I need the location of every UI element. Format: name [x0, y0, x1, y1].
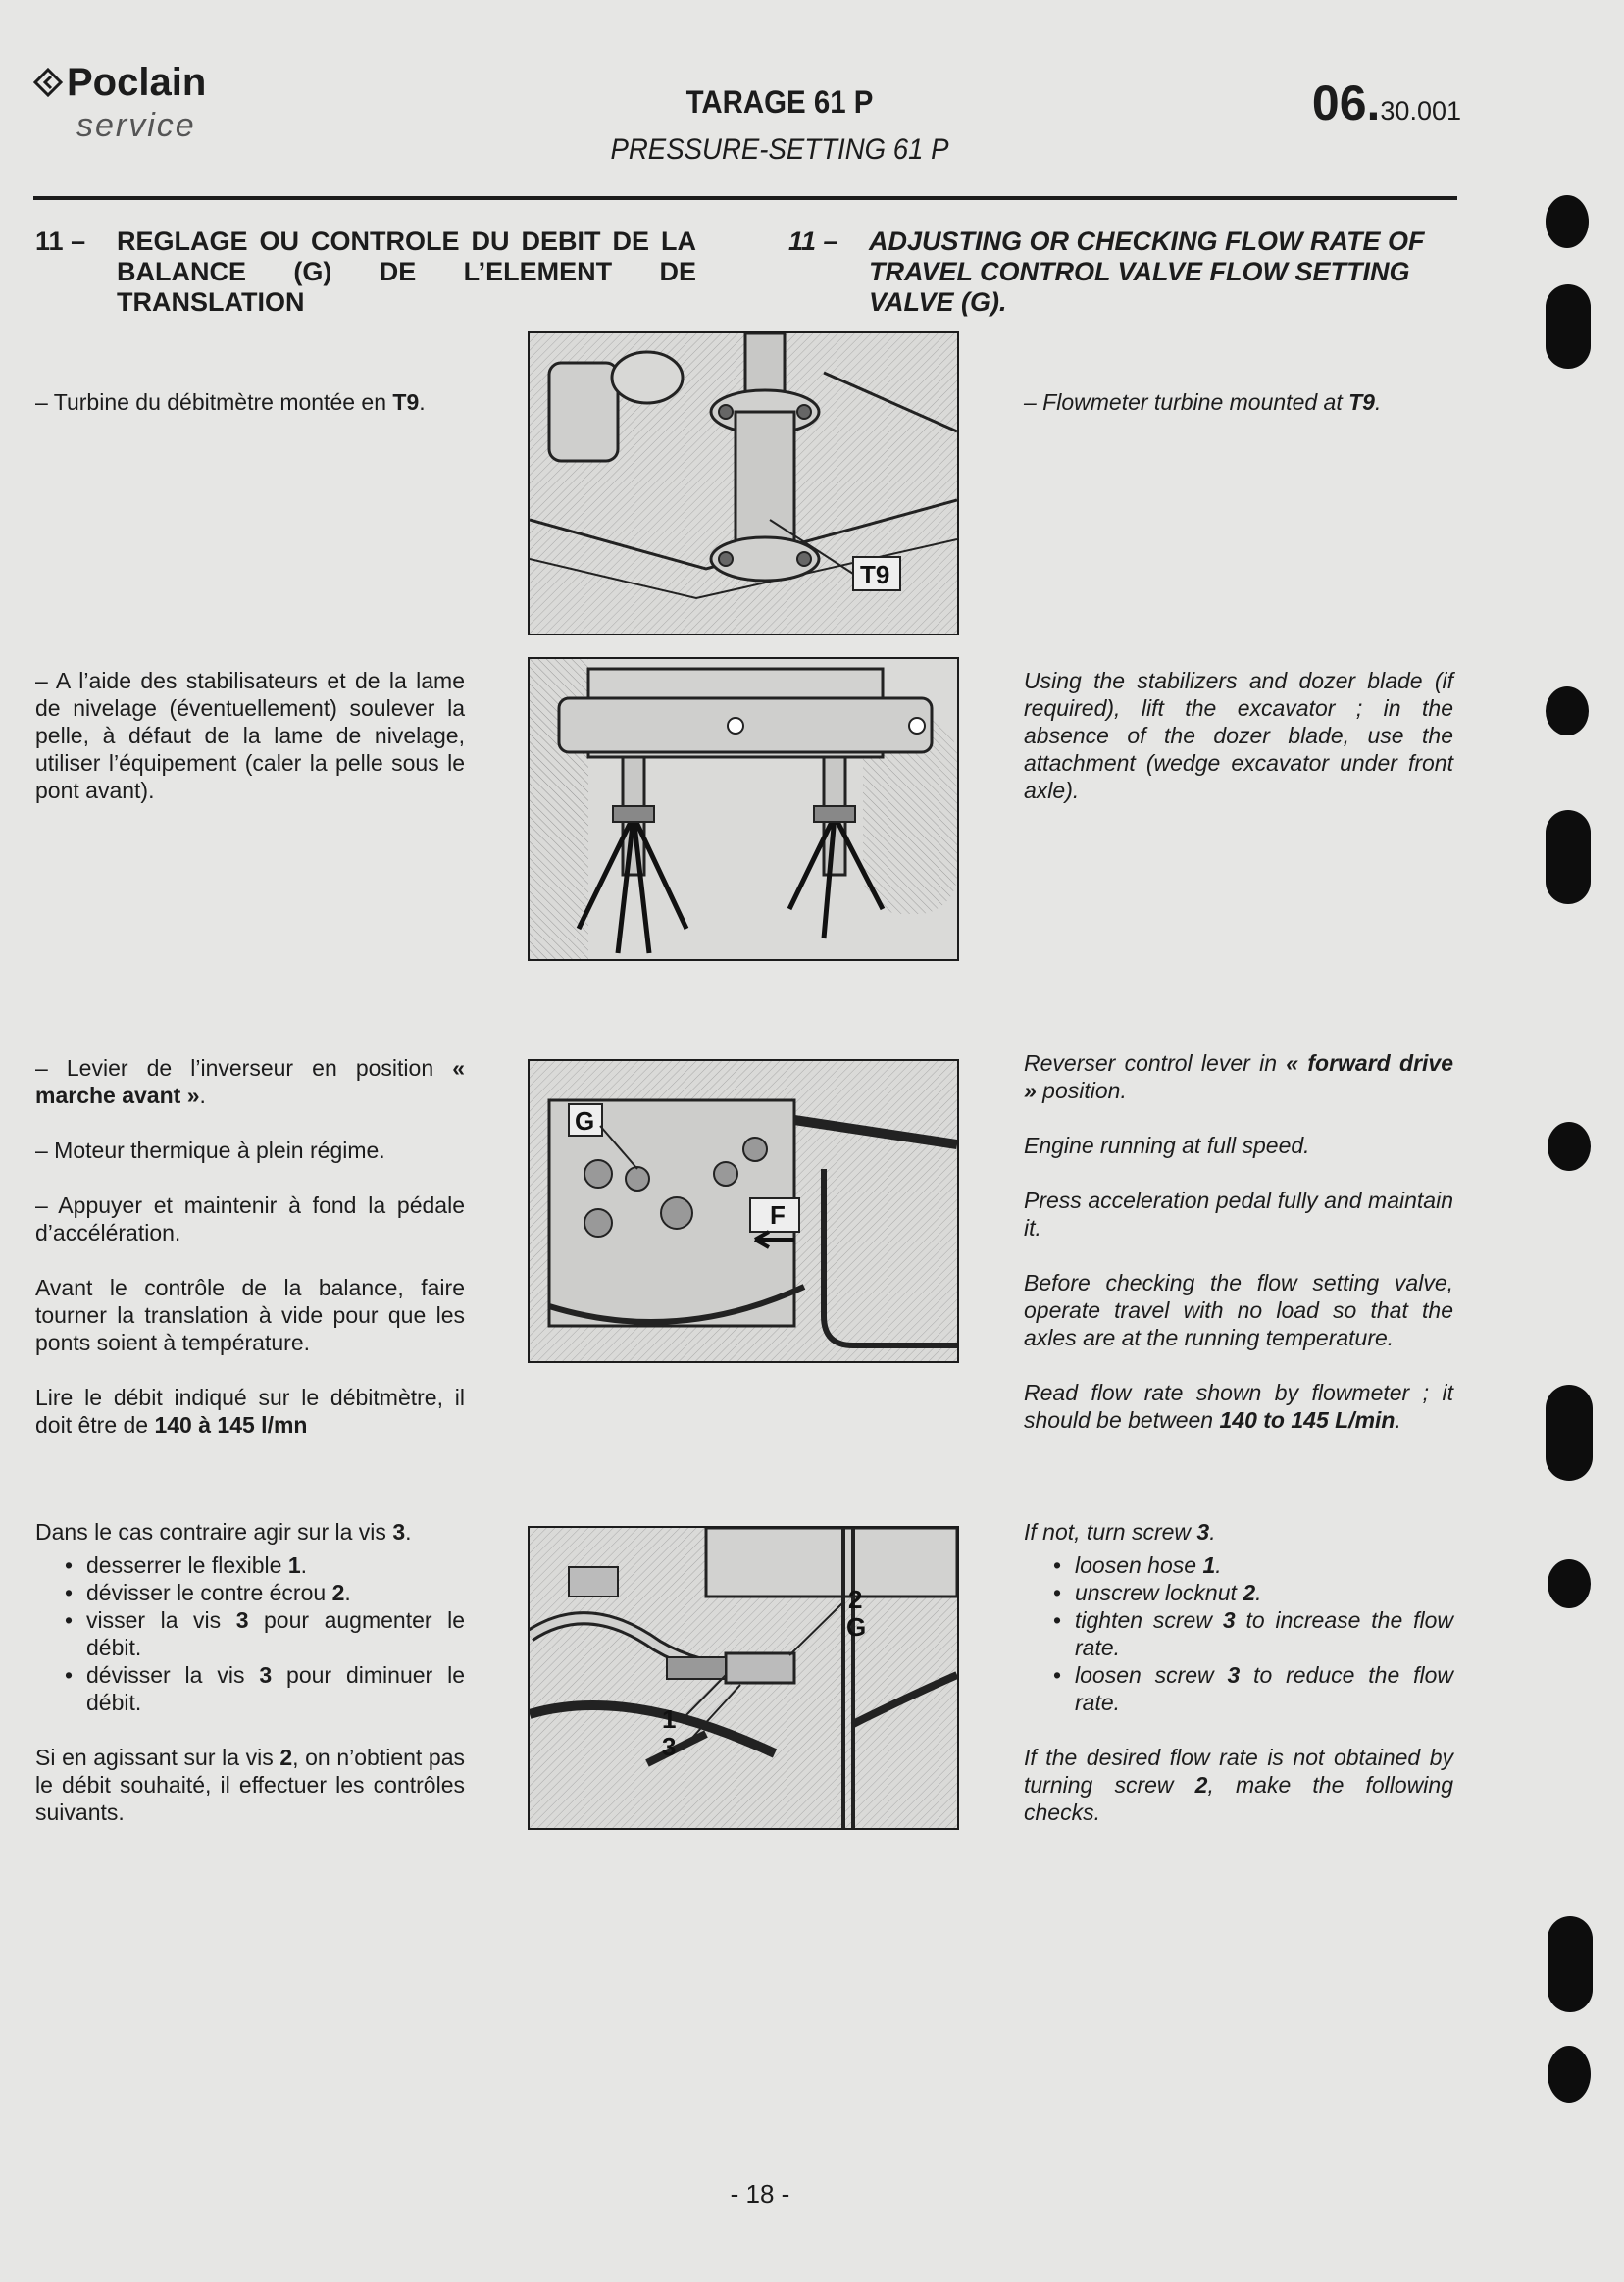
header-rule: [33, 196, 1457, 200]
adjusting-screw-illustration: [530, 1528, 957, 1828]
section-number-fr: 11 –: [35, 227, 86, 256]
binder-hole: [1546, 686, 1589, 735]
binder-hole: [1546, 195, 1589, 248]
valve-block-illustration: [530, 1061, 957, 1361]
brand-subtitle: service: [76, 107, 196, 144]
read-flow-instruction-fr: Lire le débit indiqué sur le débitmètre, il doit être de 140 à 145 l/mn: [35, 1385, 465, 1438]
figure-flowmeter-turbine: [528, 331, 959, 635]
list-item: • loosen hose 1.: [1049, 1551, 1453, 1579]
step1-text-fr: – Turbine du débitmètre montée en T9.: [35, 389, 426, 415]
section-title-fr: REGLAGE OU CONTROLE DU DEBIT DE LA BALANCE (G) DE L’ELEMENT DE TRANSLATION: [117, 227, 696, 317]
callout-g-screw: G: [846, 1612, 867, 1642]
section-heading-en: [788, 227, 1457, 318]
binder-hole: [1546, 1385, 1593, 1481]
section-title-en: ADJUSTING OR CHECKING FLOW RATE OF TRAVEL CONTROL VALVE FLOW SETTING VALVE (G).: [869, 227, 1425, 317]
list-item: • loosen screw 3 to reduce the flow rate.: [1049, 1661, 1453, 1716]
figure-valve-block: [528, 1059, 959, 1363]
figure-axle-stands: [528, 657, 959, 961]
poclain-logo: [33, 63, 206, 143]
binder-hole: [1548, 1559, 1591, 1608]
binder-hole: [1548, 2046, 1591, 2103]
binder-hole: [1548, 1122, 1591, 1171]
binder-hole: [1546, 284, 1591, 369]
figure-adjusting-screw: [528, 1526, 959, 1830]
step3-text-en: [1024, 1049, 1453, 1434]
callout-f: F: [770, 1200, 786, 1230]
callout-g: G: [575, 1106, 595, 1136]
warmup-instruction-en: Before checking the flow setting valve, operate travel with no load so that the axles are at the running temperature.: [1024, 1270, 1453, 1350]
page-title-en: PRESSURE-SETTING 61 P: [610, 133, 949, 166]
adjust-steps-fr: [35, 1551, 465, 1716]
pedal-instruction-fr: – Appuyer et maintenir à fond la pédale d’accélération.: [35, 1192, 465, 1245]
callout-1: 1: [662, 1704, 677, 1734]
adjust-intro-fr: Dans le cas contraire agir sur la vis 3.: [35, 1519, 412, 1545]
page-title-fr: TARAGE 61 P: [685, 84, 874, 120]
binder-hole: [1546, 810, 1591, 904]
binder-hole: [1548, 1916, 1593, 2012]
step1-text-en: – Flowmeter turbine mounted at T9.: [1024, 389, 1382, 415]
list-item: • unscrew locknut 2.: [1049, 1579, 1453, 1606]
callout-t9: T9: [860, 560, 890, 589]
step2-text-fr: – A l’aide des stabilisateurs et de la lame de nivelage (éventuellement) soulever la pelle, à défaut de la lame de nivelage, utiliser l’équipement (caler la pelle sous le pont avant).: [35, 668, 465, 803]
brand-name: Poclain: [67, 61, 207, 104]
list-item: • desserrer le flexible 1.: [61, 1551, 465, 1579]
warmup-instruction-fr: Avant le contrôle de la balance, faire tourner la translation à vide pour que les ponts soient à température.: [35, 1275, 465, 1355]
lever-instruction-fr: – Levier de l’inverseur en position « marche avant ».: [35, 1055, 465, 1108]
section-number-en: 11 –: [788, 227, 838, 256]
axle-stands-illustration: [530, 659, 957, 959]
engine-instruction-en: Engine running at full speed.: [1024, 1133, 1310, 1158]
adjust-steps-en: [1024, 1551, 1453, 1716]
callout-3: 3: [662, 1732, 677, 1761]
further-checks-en: If the desired flow rate is not obtained by turning screw 2, make the following checks.: [1024, 1745, 1453, 1825]
list-item: • visser la vis 3 pour augmenter le débit.: [61, 1606, 465, 1661]
step3-text-fr: [35, 1054, 465, 1439]
list-item: • dévisser la vis 3 pour diminuer le débit.: [61, 1661, 465, 1716]
read-flow-instruction-en: Read flow rate shown by flowmeter ; it should be between 140 to 145 L/min.: [1024, 1380, 1453, 1433]
section-heading-fr: [35, 227, 696, 318]
list-item: • dévisser le contre écrou 2.: [61, 1579, 465, 1606]
adjust-intro-en: If not, turn screw 3.: [1024, 1519, 1216, 1545]
flowmeter-illustration: [530, 333, 957, 634]
engine-instruction-fr: – Moteur thermique à plein régime.: [35, 1138, 385, 1163]
lever-instruction-en: Reverser control lever in « forward drive » position.: [1024, 1050, 1454, 1103]
doc-number-major: 06.: [1311, 76, 1381, 130]
step4-text-fr: [35, 1518, 465, 1826]
step4-text-en: [1024, 1518, 1453, 1826]
document-number: [1245, 75, 1461, 131]
step2-text-en: Using the stabilizers and dozer blade (if required), lift the excavator ; in the absence of the dozer blade, use the attachment (wedge excavator under front axle).: [1024, 668, 1453, 803]
pedal-instruction-en: Press acceleration pedal fully and maintain it.: [1024, 1188, 1453, 1241]
callout-2: 2: [848, 1585, 863, 1614]
diamond-logo-icon: [33, 68, 63, 97]
doc-number-minor: 30.001: [1380, 96, 1461, 126]
list-item: • tighten screw 3 to increase the flow rate.: [1049, 1606, 1453, 1661]
further-checks-fr: Si en agissant sur la vis 2, on n’obtient pas le débit souhaité, il effectuer les contrôles suivants.: [35, 1745, 465, 1825]
page-number: - 18 -: [730, 2179, 790, 2208]
